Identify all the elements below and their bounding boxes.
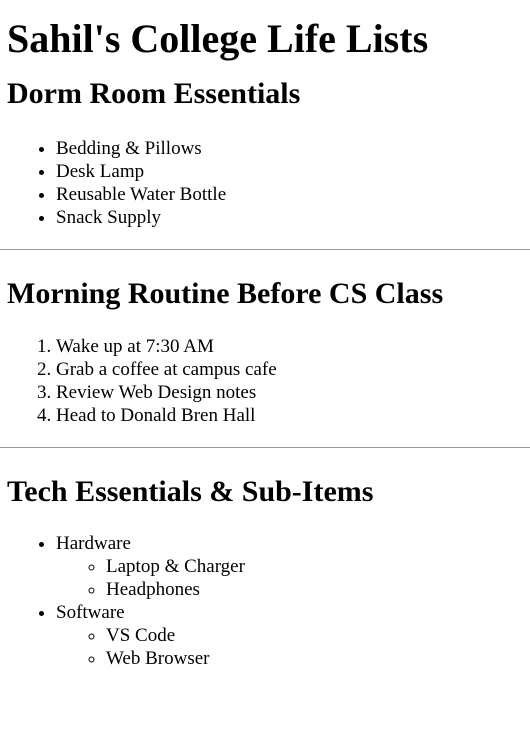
dorm-essentials-list	[7, 137, 530, 229]
list-item: 2. Grab a coffee at campus cafe	[56, 358, 530, 381]
list-item: • Bedding & Pillows	[56, 137, 530, 160]
hardware-sublist	[56, 555, 530, 601]
group-label: Hardware	[56, 533, 131, 554]
morning-routine-list	[7, 335, 530, 427]
document-page	[0, 16, 530, 670]
tech-heading: Tech Essentials & Sub-Items	[7, 475, 374, 508]
list-item: • Reusable Water Bottle	[56, 183, 530, 206]
dorm-heading: Dorm Room Essentials	[7, 77, 301, 110]
sub-list-item: ◦ VS Code	[106, 624, 530, 647]
list-item-hardware	[56, 532, 530, 601]
list-item-software	[56, 601, 530, 670]
sub-list-item: ◦ Web Browser	[106, 647, 530, 670]
list-item: 3. Review Web Design notes	[56, 381, 530, 404]
sub-list-item: ◦ Laptop & Charger	[106, 555, 530, 578]
list-item: 4. Head to Donald Bren Hall	[56, 404, 530, 427]
list-item: 1. Wake up at 7:30 AM	[56, 335, 530, 358]
group-label: Software	[56, 602, 125, 623]
tech-essentials-list	[7, 532, 530, 670]
section-divider	[0, 447, 530, 448]
page-title: Sahil's College Life Lists	[7, 16, 429, 61]
sub-list-item: ◦ Headphones	[106, 578, 530, 601]
list-item: • Snack Supply	[56, 206, 530, 229]
routine-heading: Morning Routine Before CS Class	[7, 277, 444, 310]
section-divider	[0, 249, 530, 250]
software-sublist	[56, 624, 530, 670]
list-item: • Desk Lamp	[56, 160, 530, 183]
